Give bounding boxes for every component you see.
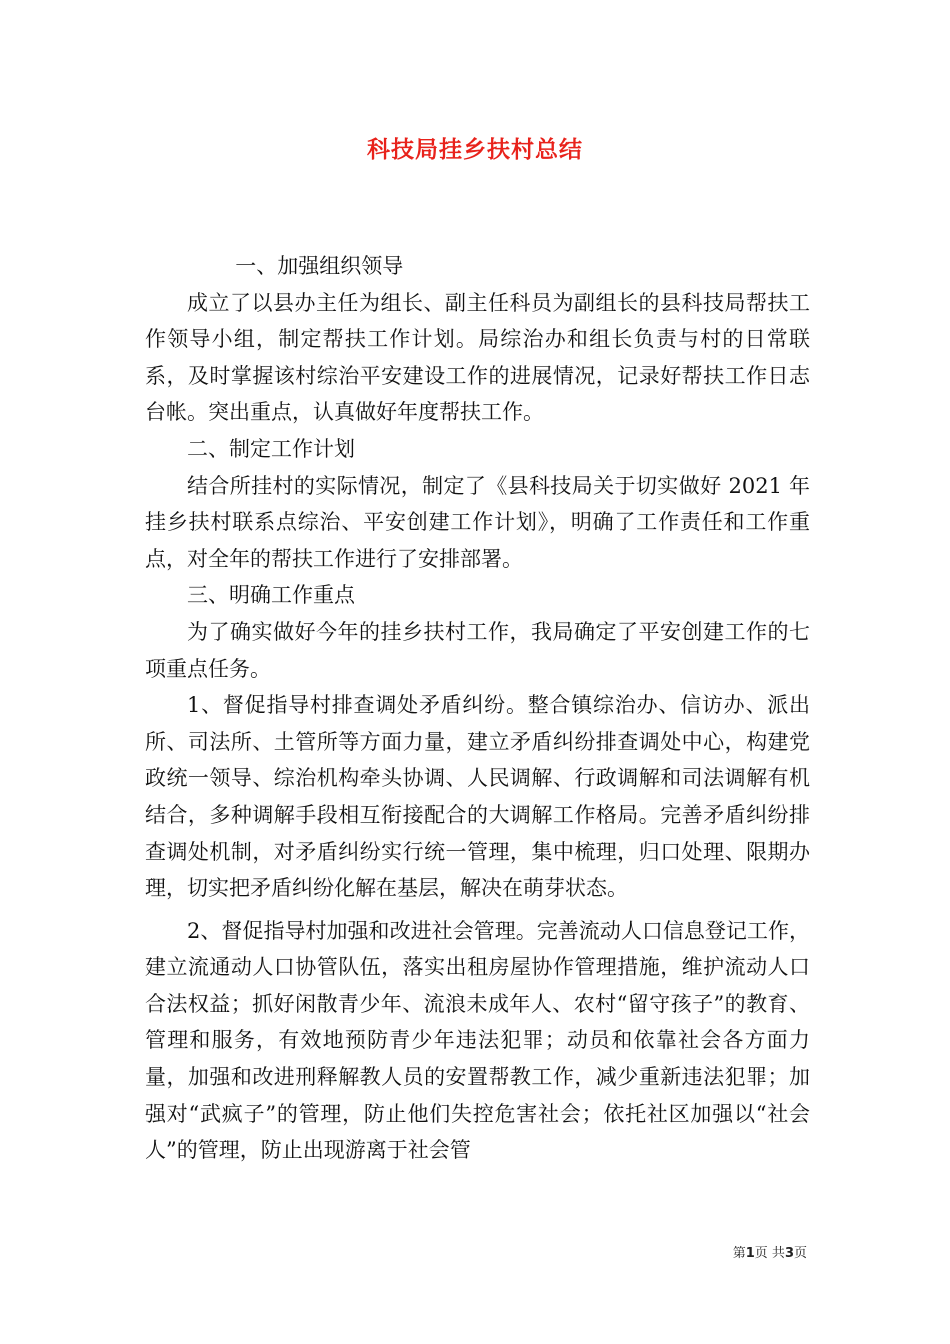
footer-total-pages: 3 (784, 1246, 794, 1261)
footer-current-page: 1 (745, 1246, 755, 1261)
section-heading-3: 三、明确工作重点 (187, 583, 355, 608)
document-title: 科技局挂乡扶村总结 (367, 137, 583, 163)
page-number-footer (733, 1244, 807, 1264)
paragraph-4: 1、督促指导村排查调处矛盾纠纷。整合镇综治办、信访办、派出所、司法所、土管所等方面力量，建立矛盾纠纷排查调处中心，构建党政统一领导、综治机构牵头协调、人民调解、行政调解和司法调解有机结合，多种调解手段相互衔接配合的大调解工作格局。完善矛盾纠纷排查调处机制，对矛盾纠纷实行统一管理，集中梳理，归口处理、限期办理，切实把矛盾纠纷化解在基层，解决在萌芽状态。 (145, 693, 810, 901)
paragraph-2: 结合所挂村的实际情况，制定了《县科技局关于切实做好 2021 年挂乡扶村联系点综治、平安创建工作计划》，明确了工作责任和工作重点，对全年的帮扶工作进行了安排部署。 (145, 473, 810, 571)
document-body (145, 248, 810, 1169)
section-heading-2: 二、制定工作计划 (187, 436, 355, 461)
footer-prefix: 第 (732, 1246, 746, 1261)
footer-middle: 页 共 (754, 1246, 785, 1261)
section-heading-1: 一、加强组织领导 (235, 254, 404, 278)
paragraph-1: 成立了以县办主任为组长、副主任科员为副组长的县科技局帮扶工作领导小组，制定帮扶工作计划。局综治办和组长负责与村的日常联系，及时掌握该村综治平安建设工作的进展情况，记录好帮扶工作日志台帐。突出重点，认真做好年度帮扶工作。 (145, 290, 810, 425)
footer-suffix: 页 (793, 1246, 807, 1261)
paragraph-3: 为了确实做好今年的挂乡扶村工作，我局确定了平安创建工作的七项重点任务。 (145, 619, 810, 681)
paragraph-5: 2、督促指导村加强和改进社会管理。完善流动人口信息登记工作，建立流通动人口协管队伍，落实出租房屋协作管理措施，维护流动人口合法权益；抓好闲散青少年、流浪未成年人、农村“留守孩子”的教育、管理和服务，有效地预防青少年违法犯罪；动员和依靠社会各方面力量，加强和改进刑释解教人员的安置帮教工作，减少重新违法犯罪；加强对“武疯子”的管理，防止他们失控危害社会；依托社区加强以“社会人”的管理，防止出现游离于社会管 (145, 918, 810, 1163)
